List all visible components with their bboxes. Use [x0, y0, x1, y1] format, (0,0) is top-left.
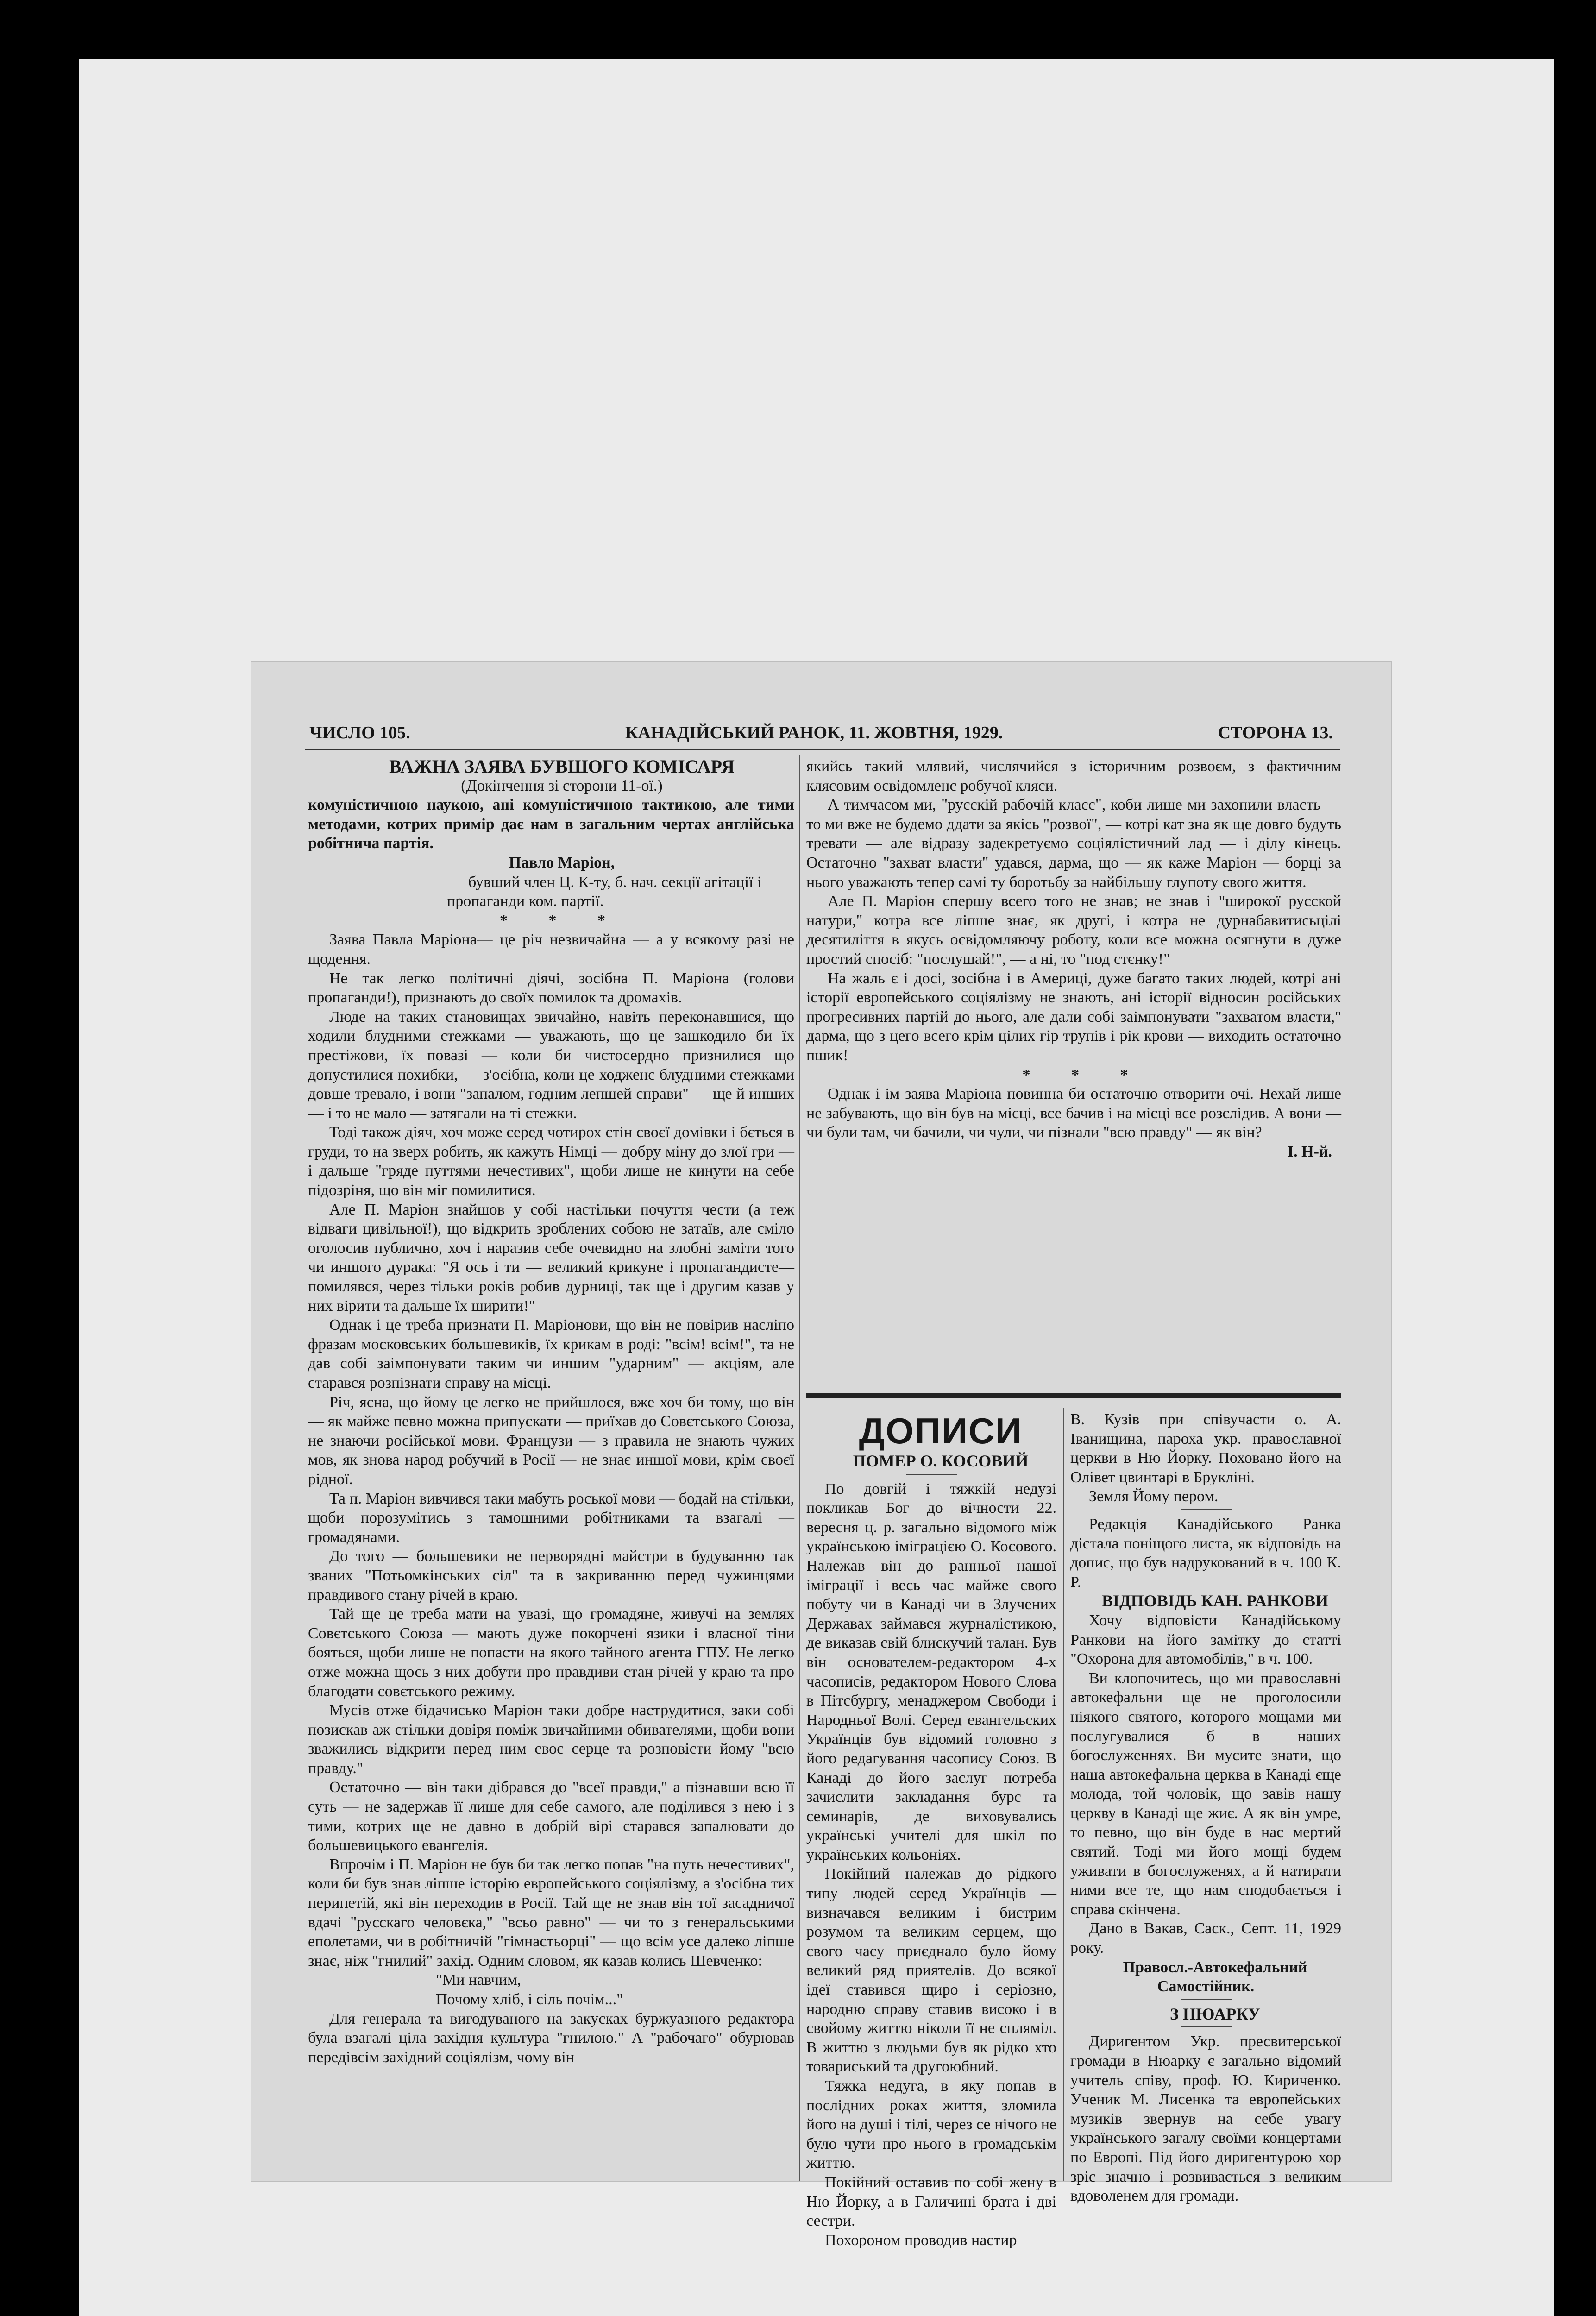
obituary-continuation: В. Кузів при співучасти о. А. Іванищина, пароха укр. православної церкви в Ню Йорку. Поховано його на Олівет цвинтарі в Брукліні. — [1070, 1411, 1341, 1486]
dopysy-column-2 — [1070, 1410, 1341, 2206]
article-paragraph: Але П. Маріон спершу всего того не знав; не знав і "широкої русской натури," котра все ліпше знає, як другі, і котра не дурнабавитисьцілі десятиліття в якусь освідомляючу роботу, коли все можна осягнути в дуже простий спосіб: "послушай!", — а ні, то "под стєнку!" — [806, 893, 1341, 968]
newark-title: З НЮАРКУ — [1170, 2004, 1260, 2023]
issue-number: ЧИСЛО 105. — [309, 723, 410, 743]
article-paragraph: А тимчасом ми, "русскій рабочій класс", коби лише ми захопили власть — то ми вже не будемо ддати за якісь "розвої", — котрі кат зна як ще довго будуть тревати — але відразу задекретуємо соціялістичний лад — і ділу кінець. Остаточно "захват власти" удався, дарма, що — як каже Маріон — борці за нього уважають тепер самі ту боротьбу за найбільшу глупоту свого життя. — [806, 796, 1341, 891]
dopysy-column-1 — [806, 1410, 1056, 2250]
article-paragraph: Не так легко політичні діячі, зосібна П. Маріона (голови пропаганди!), признають до своїх помилок та дромахів. — [308, 969, 794, 1007]
column-rule — [1063, 1408, 1064, 2181]
article-paragraph: Тай ще це треба мати на увазі, що громадяне, живучі на землях Совєтського Союза — мають дуже покорчені язики і власної тіни бояться, щоби лише не попасти на якого тайного агента ГПУ. Не легко отже можна щось з них добути про правдиви стан річей у краю та про благодати совєтського режиму. — [308, 1605, 794, 1700]
reply-signature: Правосл.-Автокефальний Самостійник. — [1123, 1958, 1307, 1995]
reply-title: ВІДПОВІДЬ КАН. РАНКОВИ — [1101, 1592, 1329, 1611]
article-paragraph: Але П. Маріон знайшов у собі настільки почуття чести (а теж відваги цивільної!), що відкрить зроблених собою не затаїв, але сміло оголосив публично, хоч і наразив себе очевидно на злобні заміти того чи иншого дурака: "Я ось і ти — великий крикуне і пропагандисте—помилявся, через тільки років робив дурниці, так ще і другим казав у них вірити та дальше їх ширити!" — [308, 1201, 794, 1315]
obituary-paragraph: По довгій і тяжкій недузі покликав Бог до вічности 22. вересня ц. р. загально відомого між українською іміграцією О. Косового. Належав він до ранньої нашої іміграції і весь час майже свого побуту чи в Канаді чи в Злучених Державах займався журналістикою, де виказав свій блискучий талан. Був він основателем-редактором 4-х часописів, редактором Нового Слова в Пітсбургу, менаджером Свободи і Народньої Волі. Серед евангельских Українців був відомий головно з його редагування часопису Союз. В Канаді до його заслуг потреба зачислити закладання бурс та семинарів, де виховувались українські учителі для шкіл по українських кольоніях. — [806, 1480, 1056, 1863]
article-paragraph: До того — большевики не перворядні майстри в будуванню так званих "Потьомкінських сіл" та в закриванню перед чужинцями правдивого стану річей в краю. — [308, 1548, 794, 1604]
column-rule — [799, 755, 800, 2181]
section-stars: * * * — [500, 912, 624, 929]
obituary-paragraph: Похороном проводив настир — [825, 2231, 1017, 2249]
section-stars: * * * — [1022, 1066, 1147, 1083]
newark-paragraph: Диригентом Укр. пресвитерської громади в Нюарку є загально відомий учитель співу, проф. Ю. Кириченко. Ученик М. Лисенка та европейських музиків звернув на себе увагу українського загалу своїми концертами по Европі. Під його диригентурою хор зріс значно і розвивається з великим вдоволенем для громади. — [1070, 2033, 1341, 2205]
obituary-paragraph: Тяжка недуга, в яку попав в послідних роках життя, зломила його на душі і тілі, через се нічого не було чути про нього в громадськім життю. — [806, 2077, 1056, 2172]
editorial-note: Редакція Канадійського Ранка дістала поніщого листа, як відповідь на допис, що був надрукований в ч. 100 К. Р. — [1070, 1515, 1341, 1591]
page-header — [309, 721, 1333, 744]
article-title: ВАЖНА ЗАЯВА БУВШОГО КОМІСАРЯ — [389, 756, 735, 777]
article-paragraph: Заява Павла Маріона— це річ незвичайна — а у всякому разі не щодення. — [308, 931, 794, 968]
obituary-closing: Земля Йому пером. — [1089, 1488, 1219, 1505]
article-paragraph: На жаль є і досі, зосібна і в Америці, дуже багато таких людей, котрі ані історії европейського соціялізму не знають, ані історії відносин російських прогресивних партій до нього, але дали собі заімпонувати "захватом власти," дарма, що з цего всего крім цілих гір трупів і рік крови — виходить остаточно пшик! — [806, 969, 1341, 1064]
obituary-paragraph: Покійний належав до рідкого типу людей серед Українців — визначався великим і бистрим розумом та великим серцем, що свого часу приєднало було йому великий ряд приятелів. До всякої ідеї ставився щиро і серіозно, народню справу ставив високо і в свойому життю ніколи її не спляміл. В життю з людьми був як рідко хто товариський та другоюбний. — [806, 1865, 1056, 2076]
article-intro: комуністичною наукою, ані комуністичною тактикою, але тими методами, котрих примір дає нам в загальним чертах англійська робітнича партія. — [308, 796, 794, 852]
article-paragraph: Річ, ясна, що йому це легко не прийшлося, вже хоч би тому, що він — як майже певно можна припускати — приїхав до Совєтського Союза, не знаючи російської мови. Французи — з правила не знають чужих мов, як знова народ робучий в Росії — не знає иншої мови, крім своєї рідної. — [308, 1393, 794, 1488]
article-right-column — [806, 757, 1341, 1161]
article-closing: Однак і ім заява Маріона повинна би остаточно отворити очі. Нехай лише не забувають, що він був на місці, все бачив і на місці все розслідив. А вони — чи були там, чи бачили, чи чули, чи пізнали "всю правду" — як він? — [806, 1085, 1341, 1141]
article-author: І. Н-й. — [1287, 1143, 1332, 1160]
section-rule — [806, 1393, 1341, 1398]
verse-line: "Ми навчим, — [436, 1971, 522, 1989]
short-rule — [1181, 1999, 1232, 2000]
article-paragraph: Мусів отже бідачисько Маріон таки добре наструдитися, заки собі позискав аж стільки довіря поміж звичайними обивателями, щоби вони зважились відкрити перед ним своє серце та розповісти йому "всю правду." — [308, 1702, 794, 1777]
newspaper-page — [251, 662, 1391, 2249]
article-paragraph: Тоді також діяч, хоч може серед чотирох стін своєї домівки і бється в груди, то на зверх робить, як кажуть Німці — добру міну до злої гри — і дальше "гряде путтями нечестивих", щоби лише не кинути на себе підозріня, що він міг помилитися. — [308, 1124, 794, 1199]
reply-paragraph: Дано в Вакав, Саск., Септ. 11, 1929 року. — [1070, 1920, 1341, 1957]
article-paragraph: Люде на таких становищах звичайно, навіть переконавшися, що ходили блудними стежками — уважають, що це зашкодило би їх престіжови, їх повазі — коли би чистосердно признилися що допустилися похибки, — з'осібна, коли це ходженє блудними стежками довше тревало, і вони "запалом, годним лепшей справи" — ще й инших — і то не мало — затягали на ті стежки. — [308, 1008, 794, 1122]
article-paragraph: Остаточно — він таки дібрався до "всеї правди," а пізнавши всю її суть — не задержав її лише для себе самого, але поділився з нею і з тими, котрих ще не давно в добрій вірі старався запалювати до большевицького евангелія. — [308, 1779, 794, 1854]
article-subtitle: (Докінчення зі сторони 11-ої.) — [461, 777, 663, 794]
header-rule — [305, 749, 1340, 750]
short-rule — [1181, 2026, 1232, 2027]
reply-paragraph: Ви клопочитесь, що ми православні автокефальни ще не проголосили ніякого святого, которого мощами ми послугувалися б в наших богослуженнях. Ви мусите знати, що наша автокефальна церква в Канаді єще молода, той чоловік, що завів нашу церкву в Канаді ще жиє. А як він умре, то певно, що він буде в нас мертий святий. Тоді ми його мощі будем уживати в богослуженях, а й натирати ними все те, що нам сподобається і справа скінчена. — [1070, 1669, 1341, 1918]
obituary-paragraph: Покійний оставив по собі жену в Ню Йорку, а в Галичині брата і дві сестри. — [806, 2173, 1056, 2230]
reply-paragraph: Хочу відповісти Канадійському Ранкови на його замітку до статті "Охорона для автомобілів," в ч. 100. — [1070, 1611, 1341, 1668]
obituary-title: ПОМЕР О. КОСОВИЙ — [853, 1452, 1029, 1470]
page-number: СТОРОНА 13. — [1218, 723, 1333, 743]
article-left-column — [308, 757, 794, 2067]
signature-desc: бувший член Ц. К-ту, б. нач. секції агітації і пропаганди ком. партії. — [447, 873, 762, 910]
short-rule — [906, 1474, 957, 1475]
signature-name: Павло Маріон, — [509, 854, 615, 871]
verse-line: Почому хліб, і сіль почім..." — [436, 1991, 623, 2008]
article-paragraph: Та п. Маріон вивчився таки мабуть роської мови — бодай на стільки, щоби порозумітись з тамошними робітниками та взагалі — громадянами. — [308, 1490, 794, 1546]
short-rule — [1181, 1509, 1232, 1510]
article-paragraph: Однак і це треба признати П. Маріонови, що він не повірив насліпо фразам московських большевиків, їх крикам в роді: "всім! всім!", та не дав собі заімпонувати таким чи иншим "ударним" — акціям, але старався розпізнати справу на місці. — [308, 1316, 794, 1391]
article-paragraph: Впрочім і П. Маріон не був би так легко попав "на путь нечестивих", коли би був знав ліпше історію европейського соціялізму, а з'осібна тих перипетій, які він переходив в Росії. Тай ще не знав він тої засадничої вдачі "русскаго человєка," "всьо равно" — чи то з генеральськими еполетами, чи в робітничій "гімнастьорці" — що всім усе далеко ліпше знає, ніж "гнилий" захід. Одним словом, як казав колись Шевченко: — [308, 1856, 794, 1970]
dopysy-heading: ДОПИСИ — [859, 1410, 1023, 1451]
article-paragraph: Для генерала та вигодуваного на закусках буржуазного редактора була взагалі ціла західня культура "гнилою." А "рабочаго" обурював передівсім західний соціялізм, чому він — [308, 2010, 794, 2066]
article-paragraph: якийсь такий млявий, числячийся з історичним розвоєм, з фактичним клясовим освідомленє робучої кляси. — [806, 758, 1341, 794]
masthead: КАНАДІЙСЬКИЙ РАНОК, 11. ЖОВТНЯ, 1929. — [625, 723, 1003, 743]
